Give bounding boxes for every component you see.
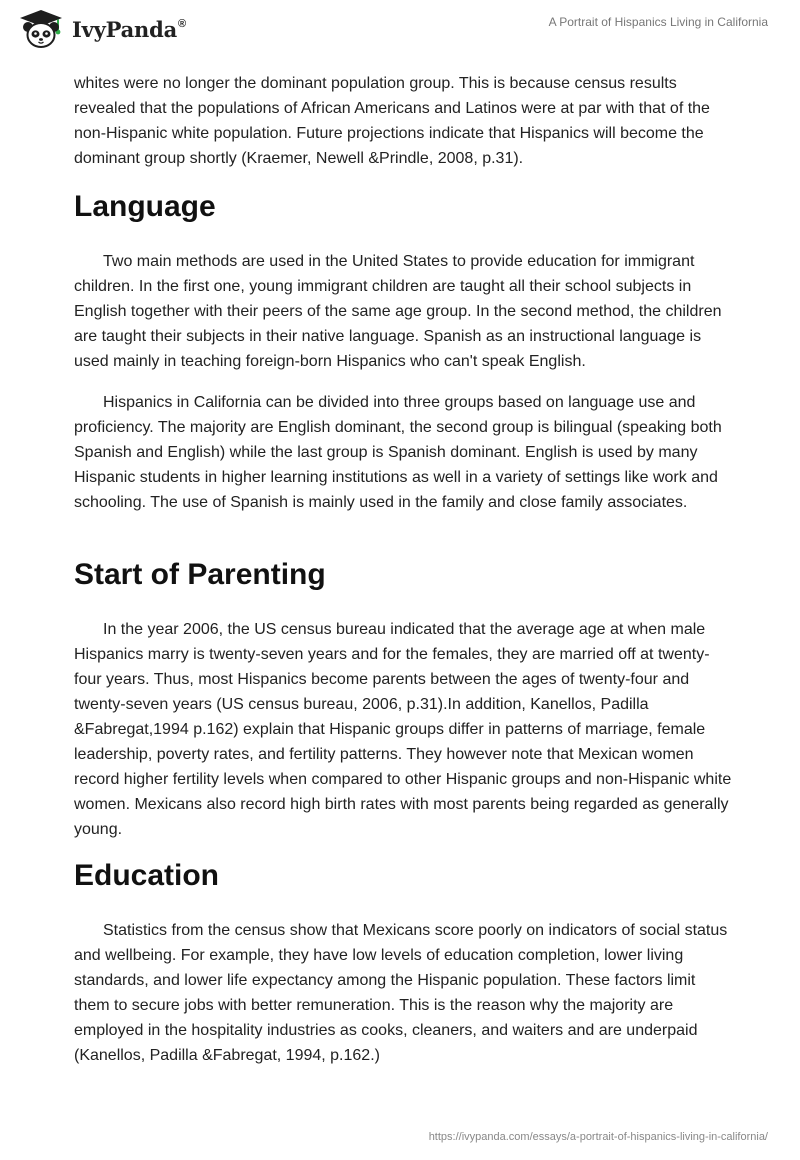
parenting-paragraph-1: In the year 2006, the US census bureau indicated that the average age at when male Hispanics marry is twenty-seven years and for the females, they are married off at twenty-four years. Thus, most Hispanics become parents between the ages of twenty-four and twenty-seven years (US census bureau, 2006, p.31).In addition, Kanellos, Padilla &Fabregat,1994 p.162) explain that Hispanic groups differ in patterns of marriage, female leadership, poverty rates, and fertility patterns. They however note that Mexican women record higher fertility levels when compared to other Hispanic groups and non-Hispanic white women. Mexicans also record high birth rates with most parents being regarded as generally young. (74, 621, 732, 838)
document-title: A Portrait of Hispanics Living in California (548, 15, 768, 29)
brand-name: IvyPanda® (72, 16, 186, 42)
brand-logo[interactable] (16, 9, 186, 49)
section-heading-start-of-parenting: Start of Parenting (74, 558, 326, 591)
section-heading-education: Education (74, 859, 220, 892)
education-paragraph-1: Statistics from the census show that Mexicans score poorly on indicators of social status and wellbeing. For example, they have low levels of education completion, lower living standards, and lower life expectancy among the Hispanic population. These factors limit them to secure jobs with better remuneration. This is the reason why the majority are employed in the hospitality industries as cooks, cleaners, and waiters and are underpaid (Kanellos, Padilla &Fabregat, 1994, p.162.) (74, 922, 728, 1064)
source-url[interactable]: https://ivypanda.com/essays/a-portrait-of-hispanics-living-in-california/ (428, 1131, 768, 1143)
section-heading-language: Language (74, 190, 216, 223)
intro-paragraph: whites were no longer the dominant population group. This is because census results revealed that the populations of African Americans and Latinos were at par with that of the non-Hispanic white population. Future projections indicate that Hispanics will become the dominant group shortly (Kraemer, Newell &Prindle, 2008, p.31). (74, 75, 710, 167)
language-paragraph-2: Hispanics in California can be divided into three groups based on language use and proficiency. The majority are English dominant, the second group is bilingual (speaking both Spanish and English) while the last group is Spanish dominant. English is used by many Hispanic students in higher learning institutions as well in a variety of settings like work and schooling. The use of Spanish is mainly used in the family and close family associates. (74, 394, 722, 511)
panda-graduate-icon (16, 9, 66, 49)
trademark-symbol: ® (178, 17, 186, 30)
page-header (0, 0, 800, 70)
language-paragraph-1: Two main methods are used in the United States to provide education for immigrant children. In the first one, young immigrant children are taught all their school subjects in English together with their peers of the same age group. In the second method, the children are taught their subjects in their native language. Spanish as an instructional language is used mainly in teaching foreign-born Hispanics who can't speak English. (74, 253, 722, 370)
